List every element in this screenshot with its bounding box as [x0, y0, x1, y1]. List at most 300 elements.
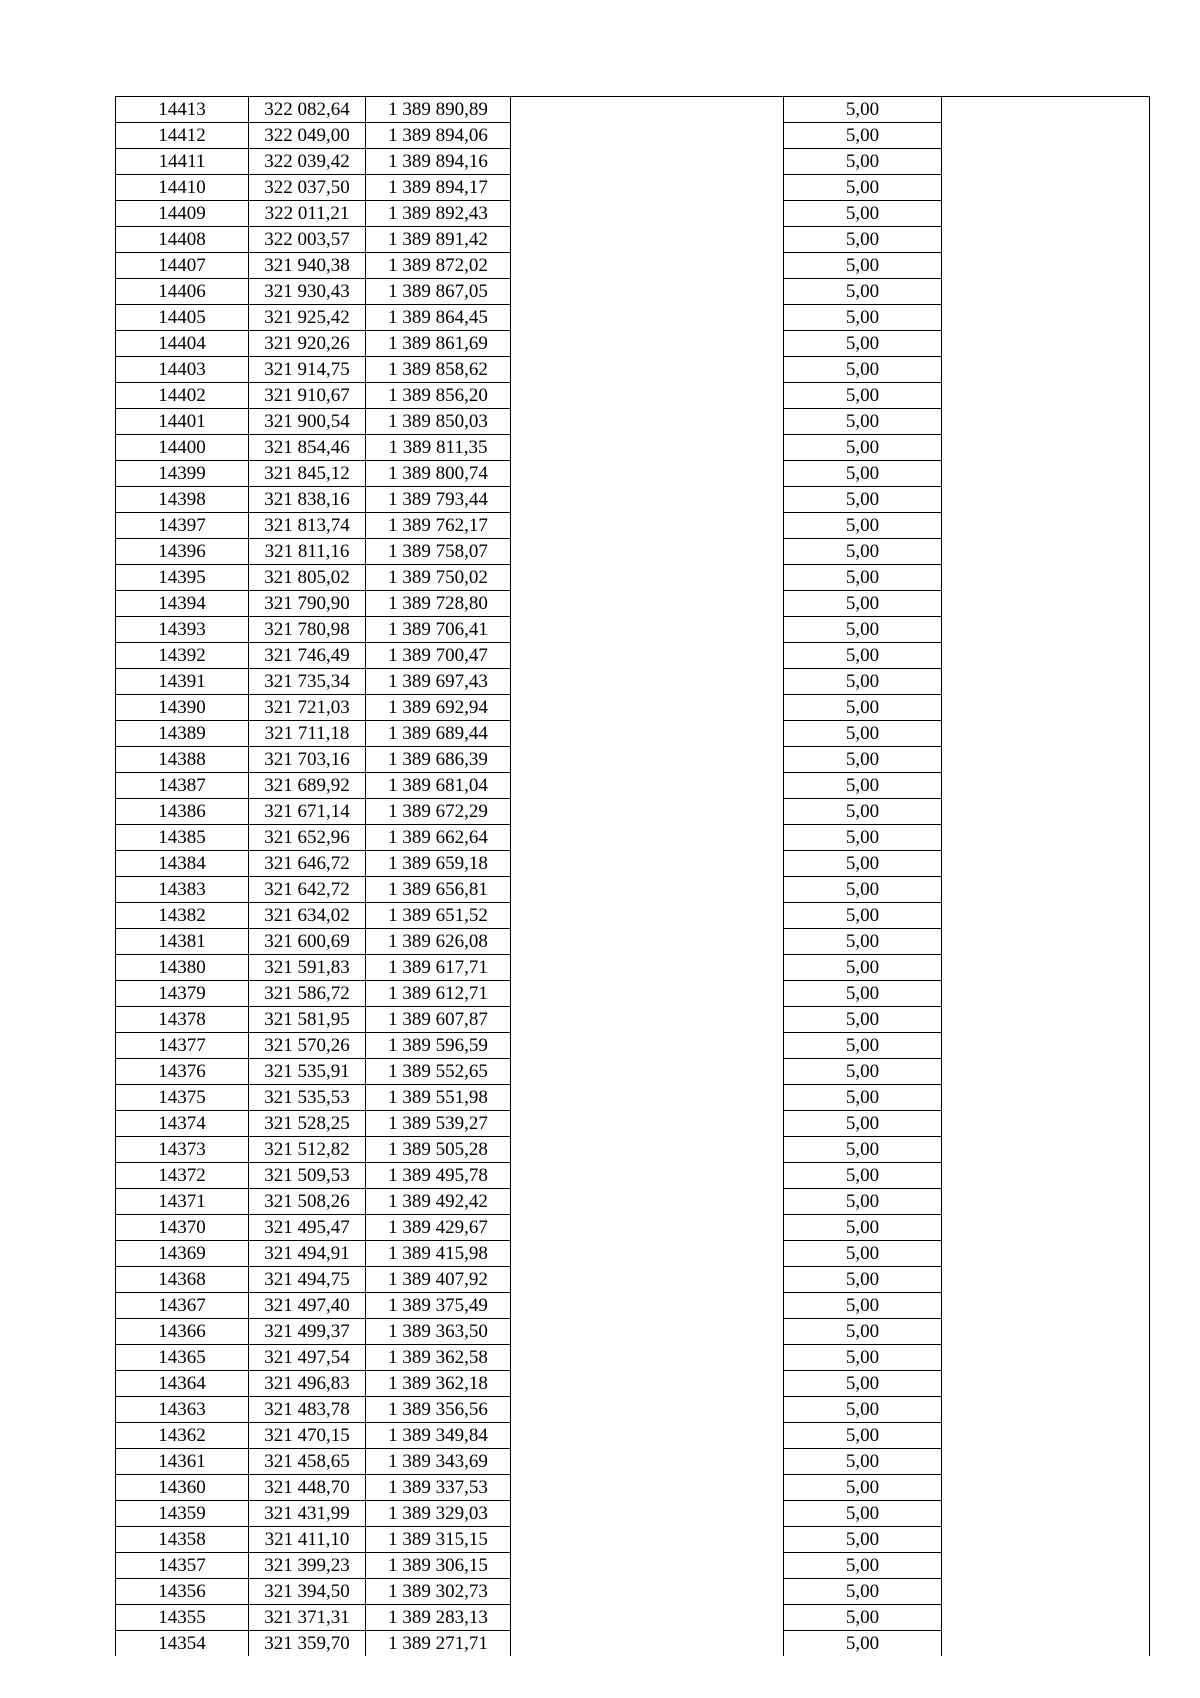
- table-row: [116, 1631, 1150, 1657]
- table-row: [116, 1085, 1150, 1111]
- table-row: [116, 643, 1150, 669]
- y-coordinate-cell: 1 389 617,71: [366, 955, 511, 981]
- y-coordinate-cell: 1 389 850,03: [366, 409, 511, 435]
- empty-cell: [511, 1319, 784, 1345]
- empty-cell: [511, 253, 784, 279]
- y-coordinate-cell: 1 389 651,52: [366, 903, 511, 929]
- empty-cell: [942, 1345, 1150, 1371]
- empty-cell: [942, 1423, 1150, 1449]
- x-coordinate-cell: 321 689,92: [249, 773, 366, 799]
- empty-cell: [942, 955, 1150, 981]
- point-number-cell: 14354: [116, 1631, 249, 1657]
- point-number-cell: 14405: [116, 305, 249, 331]
- y-coordinate-cell: 1 389 415,98: [366, 1241, 511, 1267]
- empty-cell: [942, 487, 1150, 513]
- point-number-cell: 14401: [116, 409, 249, 435]
- empty-cell: [942, 201, 1150, 227]
- value-cell: 5,00: [784, 461, 942, 487]
- table-row: [116, 929, 1150, 955]
- point-number-cell: 14362: [116, 1423, 249, 1449]
- y-coordinate-cell: 1 389 867,05: [366, 279, 511, 305]
- empty-cell: [942, 97, 1150, 123]
- empty-cell: [511, 1215, 784, 1241]
- y-coordinate-cell: 1 389 552,65: [366, 1059, 511, 1085]
- empty-cell: [942, 1631, 1150, 1657]
- value-cell: 5,00: [784, 643, 942, 669]
- y-coordinate-cell: 1 389 349,84: [366, 1423, 511, 1449]
- empty-cell: [511, 513, 784, 539]
- empty-cell: [942, 1579, 1150, 1605]
- y-coordinate-cell: 1 389 891,42: [366, 227, 511, 253]
- table-row: [116, 305, 1150, 331]
- value-cell: 5,00: [784, 1293, 942, 1319]
- value-cell: 5,00: [784, 357, 942, 383]
- empty-cell: [511, 747, 784, 773]
- value-cell: 5,00: [784, 539, 942, 565]
- empty-cell: [942, 1241, 1150, 1267]
- value-cell: 5,00: [784, 1371, 942, 1397]
- value-cell: 5,00: [784, 929, 942, 955]
- x-coordinate-cell: 321 721,03: [249, 695, 366, 721]
- empty-cell: [942, 1137, 1150, 1163]
- table-row: [116, 1423, 1150, 1449]
- y-coordinate-cell: 1 389 283,13: [366, 1605, 511, 1631]
- table-row: [116, 903, 1150, 929]
- empty-cell: [511, 981, 784, 1007]
- table-row: [116, 1163, 1150, 1189]
- empty-cell: [511, 1085, 784, 1111]
- empty-cell: [511, 1371, 784, 1397]
- empty-cell: [511, 1605, 784, 1631]
- table-row: [116, 539, 1150, 565]
- point-number-cell: 14359: [116, 1501, 249, 1527]
- x-coordinate-cell: 321 509,53: [249, 1163, 366, 1189]
- x-coordinate-cell: 321 497,40: [249, 1293, 366, 1319]
- empty-cell: [511, 1527, 784, 1553]
- table-row: [116, 1007, 1150, 1033]
- table-row: [116, 1579, 1150, 1605]
- x-coordinate-cell: 321 646,72: [249, 851, 366, 877]
- x-coordinate-cell: 321 535,53: [249, 1085, 366, 1111]
- y-coordinate-cell: 1 389 337,53: [366, 1475, 511, 1501]
- point-number-cell: 14381: [116, 929, 249, 955]
- table-row: [116, 1371, 1150, 1397]
- table-row: [116, 669, 1150, 695]
- table-row: [116, 253, 1150, 279]
- table-row: [116, 383, 1150, 409]
- empty-cell: [942, 851, 1150, 877]
- table-row: [116, 1137, 1150, 1163]
- table-row: [116, 331, 1150, 357]
- point-number-cell: 14356: [116, 1579, 249, 1605]
- empty-cell: [942, 799, 1150, 825]
- value-cell: 5,00: [784, 1423, 942, 1449]
- empty-cell: [511, 357, 784, 383]
- value-cell: 5,00: [784, 123, 942, 149]
- x-coordinate-cell: 321 634,02: [249, 903, 366, 929]
- value-cell: 5,00: [784, 1007, 942, 1033]
- empty-cell: [511, 1293, 784, 1319]
- point-number-cell: 14369: [116, 1241, 249, 1267]
- point-number-cell: 14382: [116, 903, 249, 929]
- point-number-cell: 14393: [116, 617, 249, 643]
- value-cell: 5,00: [784, 1553, 942, 1579]
- value-cell: 5,00: [784, 721, 942, 747]
- x-coordinate-cell: 321 671,14: [249, 799, 366, 825]
- x-coordinate-cell: 321 431,99: [249, 1501, 366, 1527]
- value-cell: 5,00: [784, 305, 942, 331]
- x-coordinate-cell: 321 900,54: [249, 409, 366, 435]
- point-number-cell: 14402: [116, 383, 249, 409]
- value-cell: 5,00: [784, 227, 942, 253]
- y-coordinate-cell: 1 389 407,92: [366, 1267, 511, 1293]
- empty-cell: [942, 1033, 1150, 1059]
- value-cell: 5,00: [784, 1137, 942, 1163]
- table-row: [116, 1033, 1150, 1059]
- empty-cell: [511, 1137, 784, 1163]
- empty-cell: [942, 1293, 1150, 1319]
- empty-cell: [942, 1007, 1150, 1033]
- empty-cell: [942, 305, 1150, 331]
- empty-cell: [511, 279, 784, 305]
- table-row: [116, 1397, 1150, 1423]
- value-cell: 5,00: [784, 1319, 942, 1345]
- empty-cell: [511, 149, 784, 175]
- y-coordinate-cell: 1 389 681,04: [366, 773, 511, 799]
- y-coordinate-cell: 1 389 728,80: [366, 591, 511, 617]
- table-row: [116, 1319, 1150, 1345]
- table-row: [116, 97, 1150, 123]
- value-cell: 5,00: [784, 825, 942, 851]
- empty-cell: [511, 591, 784, 617]
- empty-cell: [942, 513, 1150, 539]
- empty-cell: [511, 695, 784, 721]
- y-coordinate-cell: 1 389 356,56: [366, 1397, 511, 1423]
- empty-cell: [942, 1059, 1150, 1085]
- point-number-cell: 14387: [116, 773, 249, 799]
- empty-cell: [511, 1111, 784, 1137]
- empty-cell: [942, 903, 1150, 929]
- point-number-cell: 14377: [116, 1033, 249, 1059]
- empty-cell: [942, 1085, 1150, 1111]
- table-row: [116, 1527, 1150, 1553]
- point-number-cell: 14408: [116, 227, 249, 253]
- empty-cell: [511, 929, 784, 955]
- y-coordinate-cell: 1 389 363,50: [366, 1319, 511, 1345]
- y-coordinate-cell: 1 389 890,89: [366, 97, 511, 123]
- empty-cell: [511, 1267, 784, 1293]
- point-number-cell: 14390: [116, 695, 249, 721]
- x-coordinate-cell: 321 494,91: [249, 1241, 366, 1267]
- empty-cell: [511, 1007, 784, 1033]
- empty-cell: [942, 747, 1150, 773]
- point-number-cell: 14397: [116, 513, 249, 539]
- empty-cell: [942, 591, 1150, 617]
- value-cell: 5,00: [784, 1189, 942, 1215]
- point-number-cell: 14371: [116, 1189, 249, 1215]
- empty-cell: [511, 903, 784, 929]
- empty-cell: [511, 383, 784, 409]
- point-number-cell: 14373: [116, 1137, 249, 1163]
- empty-cell: [511, 1189, 784, 1215]
- empty-cell: [511, 435, 784, 461]
- empty-cell: [942, 123, 1150, 149]
- point-number-cell: 14395: [116, 565, 249, 591]
- point-number-cell: 14378: [116, 1007, 249, 1033]
- point-number-cell: 14383: [116, 877, 249, 903]
- point-number-cell: 14386: [116, 799, 249, 825]
- x-coordinate-cell: 321 940,38: [249, 253, 366, 279]
- x-coordinate-cell: 322 049,00: [249, 123, 366, 149]
- x-coordinate-cell: 322 039,42: [249, 149, 366, 175]
- y-coordinate-cell: 1 389 700,47: [366, 643, 511, 669]
- x-coordinate-cell: 321 914,75: [249, 357, 366, 383]
- table-row: [116, 1267, 1150, 1293]
- table-row: [116, 1189, 1150, 1215]
- y-coordinate-cell: 1 389 551,98: [366, 1085, 511, 1111]
- x-coordinate-cell: 321 854,46: [249, 435, 366, 461]
- empty-cell: [942, 539, 1150, 565]
- empty-cell: [942, 1527, 1150, 1553]
- y-coordinate-cell: 1 389 856,20: [366, 383, 511, 409]
- table-row: [116, 123, 1150, 149]
- empty-cell: [511, 617, 784, 643]
- y-coordinate-cell: 1 389 375,49: [366, 1293, 511, 1319]
- table-row: [116, 617, 1150, 643]
- empty-cell: [511, 565, 784, 591]
- empty-cell: [511, 487, 784, 513]
- table-row: [116, 1449, 1150, 1475]
- table-row: [116, 513, 1150, 539]
- value-cell: 5,00: [784, 1501, 942, 1527]
- y-coordinate-cell: 1 389 894,16: [366, 149, 511, 175]
- x-coordinate-cell: 321 394,50: [249, 1579, 366, 1605]
- empty-cell: [511, 175, 784, 201]
- y-coordinate-cell: 1 389 612,71: [366, 981, 511, 1007]
- table-row: [116, 747, 1150, 773]
- x-coordinate-cell: 321 528,25: [249, 1111, 366, 1137]
- x-coordinate-cell: 322 003,57: [249, 227, 366, 253]
- value-cell: 5,00: [784, 799, 942, 825]
- empty-cell: [511, 1501, 784, 1527]
- value-cell: 5,00: [784, 1241, 942, 1267]
- x-coordinate-cell: 321 930,43: [249, 279, 366, 305]
- table-row: [116, 1111, 1150, 1137]
- point-number-cell: 14367: [116, 1293, 249, 1319]
- table-row: [116, 1605, 1150, 1631]
- empty-cell: [511, 305, 784, 331]
- table-row: [116, 981, 1150, 1007]
- x-coordinate-cell: 321 586,72: [249, 981, 366, 1007]
- y-coordinate-cell: 1 389 793,44: [366, 487, 511, 513]
- y-coordinate-cell: 1 389 315,15: [366, 1527, 511, 1553]
- y-coordinate-cell: 1 389 659,18: [366, 851, 511, 877]
- empty-cell: [942, 1267, 1150, 1293]
- point-number-cell: 14372: [116, 1163, 249, 1189]
- y-coordinate-cell: 1 389 362,18: [366, 1371, 511, 1397]
- value-cell: 5,00: [784, 1267, 942, 1293]
- y-coordinate-cell: 1 389 762,17: [366, 513, 511, 539]
- y-coordinate-cell: 1 389 662,64: [366, 825, 511, 851]
- value-cell: 5,00: [784, 1605, 942, 1631]
- empty-cell: [942, 565, 1150, 591]
- x-coordinate-cell: 321 494,75: [249, 1267, 366, 1293]
- x-coordinate-cell: 321 359,70: [249, 1631, 366, 1657]
- x-coordinate-cell: 321 497,54: [249, 1345, 366, 1371]
- table-row: [116, 201, 1150, 227]
- y-coordinate-cell: 1 389 306,15: [366, 1553, 511, 1579]
- table-row: [116, 799, 1150, 825]
- empty-cell: [511, 1579, 784, 1605]
- y-coordinate-cell: 1 389 302,73: [366, 1579, 511, 1605]
- point-number-cell: 14366: [116, 1319, 249, 1345]
- empty-cell: [942, 1475, 1150, 1501]
- y-coordinate-cell: 1 389 872,02: [366, 253, 511, 279]
- y-coordinate-cell: 1 389 750,02: [366, 565, 511, 591]
- empty-cell: [511, 97, 784, 123]
- empty-cell: [942, 1319, 1150, 1345]
- y-coordinate-cell: 1 389 492,42: [366, 1189, 511, 1215]
- value-cell: 5,00: [784, 513, 942, 539]
- y-coordinate-cell: 1 389 539,27: [366, 1111, 511, 1137]
- x-coordinate-cell: 321 746,49: [249, 643, 366, 669]
- empty-cell: [511, 123, 784, 149]
- empty-cell: [942, 1397, 1150, 1423]
- y-coordinate-cell: 1 389 894,17: [366, 175, 511, 201]
- value-cell: 5,00: [784, 981, 942, 1007]
- empty-cell: [511, 955, 784, 981]
- table-row: [116, 591, 1150, 617]
- empty-cell: [942, 721, 1150, 747]
- y-coordinate-cell: 1 389 861,69: [366, 331, 511, 357]
- y-coordinate-cell: 1 389 672,29: [366, 799, 511, 825]
- point-number-cell: 14412: [116, 123, 249, 149]
- empty-cell: [942, 1605, 1150, 1631]
- empty-cell: [511, 409, 784, 435]
- point-number-cell: 14394: [116, 591, 249, 617]
- point-number-cell: 14360: [116, 1475, 249, 1501]
- point-number-cell: 14358: [116, 1527, 249, 1553]
- y-coordinate-cell: 1 389 894,06: [366, 123, 511, 149]
- empty-cell: [942, 981, 1150, 1007]
- empty-cell: [511, 1631, 784, 1657]
- empty-cell: [511, 1241, 784, 1267]
- point-number-cell: 14363: [116, 1397, 249, 1423]
- point-number-cell: 14385: [116, 825, 249, 851]
- y-coordinate-cell: 1 389 706,41: [366, 617, 511, 643]
- y-coordinate-cell: 1 389 697,43: [366, 669, 511, 695]
- x-coordinate-cell: 321 496,83: [249, 1371, 366, 1397]
- table-row: [116, 1345, 1150, 1371]
- point-number-cell: 14370: [116, 1215, 249, 1241]
- empty-cell: [942, 877, 1150, 903]
- table-row: [116, 1241, 1150, 1267]
- y-coordinate-cell: 1 389 689,44: [366, 721, 511, 747]
- x-coordinate-cell: 321 448,70: [249, 1475, 366, 1501]
- table-row: [116, 409, 1150, 435]
- table-row: [116, 357, 1150, 383]
- empty-cell: [942, 643, 1150, 669]
- y-coordinate-cell: 1 389 362,58: [366, 1345, 511, 1371]
- y-coordinate-cell: 1 389 686,39: [366, 747, 511, 773]
- empty-cell: [942, 669, 1150, 695]
- empty-cell: [942, 617, 1150, 643]
- value-cell: 5,00: [784, 1397, 942, 1423]
- table-row: [116, 175, 1150, 201]
- empty-cell: [942, 409, 1150, 435]
- point-number-cell: 14364: [116, 1371, 249, 1397]
- empty-cell: [511, 1397, 784, 1423]
- x-coordinate-cell: 321 499,37: [249, 1319, 366, 1345]
- y-coordinate-cell: 1 389 505,28: [366, 1137, 511, 1163]
- y-coordinate-cell: 1 389 892,43: [366, 201, 511, 227]
- x-coordinate-cell: 321 591,83: [249, 955, 366, 981]
- point-number-cell: 14392: [116, 643, 249, 669]
- y-coordinate-cell: 1 389 626,08: [366, 929, 511, 955]
- x-coordinate-cell: 321 711,18: [249, 721, 366, 747]
- x-coordinate-cell: 321 925,42: [249, 305, 366, 331]
- empty-cell: [511, 1163, 784, 1189]
- point-number-cell: 14388: [116, 747, 249, 773]
- value-cell: 5,00: [784, 149, 942, 175]
- y-coordinate-cell: 1 389 607,87: [366, 1007, 511, 1033]
- y-coordinate-cell: 1 389 495,78: [366, 1163, 511, 1189]
- empty-cell: [942, 461, 1150, 487]
- value-cell: 5,00: [784, 1163, 942, 1189]
- empty-cell: [942, 1189, 1150, 1215]
- coordinates-table: [115, 96, 1150, 1656]
- y-coordinate-cell: 1 389 656,81: [366, 877, 511, 903]
- value-cell: 5,00: [784, 747, 942, 773]
- table-row: [116, 227, 1150, 253]
- empty-cell: [942, 695, 1150, 721]
- y-coordinate-cell: 1 389 800,74: [366, 461, 511, 487]
- x-coordinate-cell: 321 535,91: [249, 1059, 366, 1085]
- empty-cell: [511, 773, 784, 799]
- table-row: [116, 773, 1150, 799]
- empty-cell: [511, 877, 784, 903]
- point-number-cell: 14396: [116, 539, 249, 565]
- value-cell: 5,00: [784, 435, 942, 461]
- empty-cell: [942, 1371, 1150, 1397]
- x-coordinate-cell: 321 470,15: [249, 1423, 366, 1449]
- empty-cell: [942, 435, 1150, 461]
- empty-cell: [942, 1553, 1150, 1579]
- x-coordinate-cell: 321 581,95: [249, 1007, 366, 1033]
- table-row: [116, 565, 1150, 591]
- value-cell: 5,00: [784, 331, 942, 357]
- table-row: [116, 1293, 1150, 1319]
- point-number-cell: 14357: [116, 1553, 249, 1579]
- x-coordinate-cell: 321 811,16: [249, 539, 366, 565]
- empty-cell: [511, 1059, 784, 1085]
- value-cell: 5,00: [784, 279, 942, 305]
- point-number-cell: 14380: [116, 955, 249, 981]
- empty-cell: [511, 461, 784, 487]
- x-coordinate-cell: 321 805,02: [249, 565, 366, 591]
- empty-cell: [942, 383, 1150, 409]
- y-coordinate-cell: 1 389 343,69: [366, 1449, 511, 1475]
- value-cell: 5,00: [784, 955, 942, 981]
- x-coordinate-cell: 321 371,31: [249, 1605, 366, 1631]
- y-coordinate-cell: 1 389 864,45: [366, 305, 511, 331]
- empty-cell: [511, 643, 784, 669]
- point-number-cell: 14399: [116, 461, 249, 487]
- x-coordinate-cell: 321 458,65: [249, 1449, 366, 1475]
- empty-cell: [511, 1475, 784, 1501]
- x-coordinate-cell: 321 780,98: [249, 617, 366, 643]
- table-body: [116, 97, 1150, 1657]
